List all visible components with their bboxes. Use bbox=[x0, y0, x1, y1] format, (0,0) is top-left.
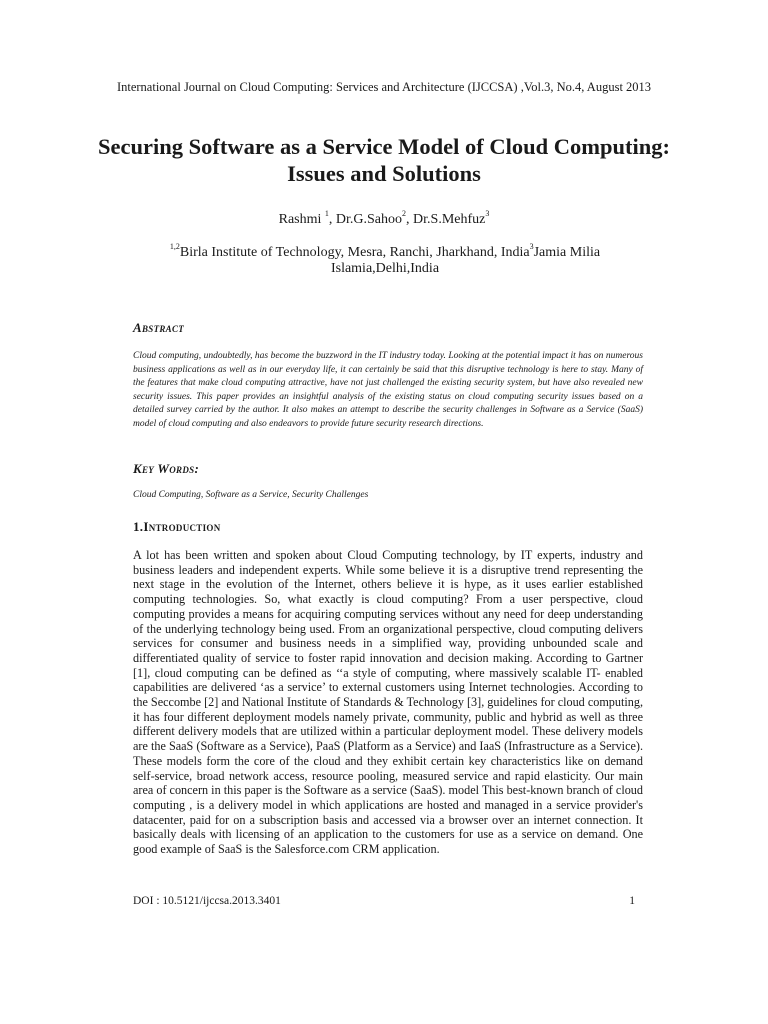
keywords-heading: Key Words: bbox=[133, 461, 200, 476]
page-footer bbox=[133, 895, 643, 907]
keywords-text: Cloud Computing, Software as a Service, Security Challenges bbox=[133, 490, 369, 500]
affiliation-superscript: 1,2 bbox=[169, 242, 180, 252]
author-name: , Dr.G.Sahoo bbox=[328, 212, 403, 227]
affiliation-text: Birla Institute of Technology, Mesra, Ranchi, Jharkhand, India bbox=[179, 245, 530, 260]
author-superscript: 3 bbox=[485, 209, 490, 219]
introduction-heading: 1.Introduction bbox=[133, 519, 221, 534]
running-header: International Journal on Cloud Computing: Services and Architecture (IJCCSA) ,Vol.3, No.4, August 2013 bbox=[116, 80, 652, 94]
author-superscript: 2 bbox=[402, 209, 407, 219]
author-name: Rashmi bbox=[278, 212, 325, 227]
author-name: , Dr.S.Mehfuz bbox=[406, 212, 486, 227]
abstract-text: Cloud computing, undoubtedly, has become the buzzword in the IT industry today. Looking at the potential impact it has on numerous business applications as well as in our everyday life, it can certainly be said that this disruptive technology is here to stay. Many of the features that make cloud computing attractive, have not just challenged the existing security system, but have also revealed new security issues. This paper provides an insightful analysis of the existing status on cloud computing security issues based on a detailed survey carried by the author. It also makes an attempt to describe the security challenges in Software as a Service (SaaS) model of cloud computing and also endeavors to provide future security research directions. bbox=[133, 351, 643, 429]
author-superscript: 1 bbox=[324, 209, 329, 219]
author-list bbox=[0, 209, 768, 228]
affiliation-superscript: 3 bbox=[529, 242, 534, 252]
affiliation-text: Jamia Milia Islamia,Delhi,India bbox=[330, 245, 601, 276]
doi-text: DOI : 10.5121/ijccsa.2013.3401 bbox=[133, 895, 281, 907]
introduction-text: A lot has been written and spoken about Cloud Computing technology, by IT experts, industry and business leaders and independent experts. While some believe it is a disruptive trend representing the next stage in the evolution of the Internet, others believe it is hype, as it uses earlier established computing technologies. So, what exactly is cloud computing? From a user perspective, cloud computing provides a means for acquiring computing services without any need for deep understanding of the underlying technology being used. From an organizational perspective, cloud computing delivers services for consumer and business needs in a simplified way, providing unbounded scale and differentiated quality of service to foster rapid innovation and decision making. According to Gartner [1], cloud computing can be defined as ‘‘a style of computing, where massively scalable IT- enabled capabilities are delivered ‘as a service’ to external customers using Internet technologies. According to the Seccombe [2] and National Institute of Standards & Technology [3], guidelines for cloud computing, it has four different deployment models namely private, community, public and hybrid as well as three different delivery models that are utilized within a particular deployment model. These delivery models are the SaaS (Software as a Service), PaaS (Platform as a Service) and IaaS (Infrastructure as a Service). These models form the core of the cloud and they exhibit certain key characteristics like on demand self-service, broad network access, resource pooling, measured service and rapid elasticity. Our main area of concern in this paper is the Software as a service (SaaS). model This best-known branch of cloud computing , is a delivery model in which applications are hosted and managed in a service provider's datacenter, paid for on a subscription basis and accessed via a browser over an internet connection. It basically deals with licensing of an application to the customers for use as a service on demand. One good example of SaaS is the Salesforce.com CRM application. bbox=[133, 548, 643, 857]
page-number: 1 bbox=[629, 895, 635, 907]
affiliation bbox=[150, 242, 620, 277]
abstract-heading: Abstract bbox=[133, 320, 185, 335]
paper-title: Securing Software as a Service Model of Cloud Computing: Issues and Solutions bbox=[97, 134, 671, 186]
